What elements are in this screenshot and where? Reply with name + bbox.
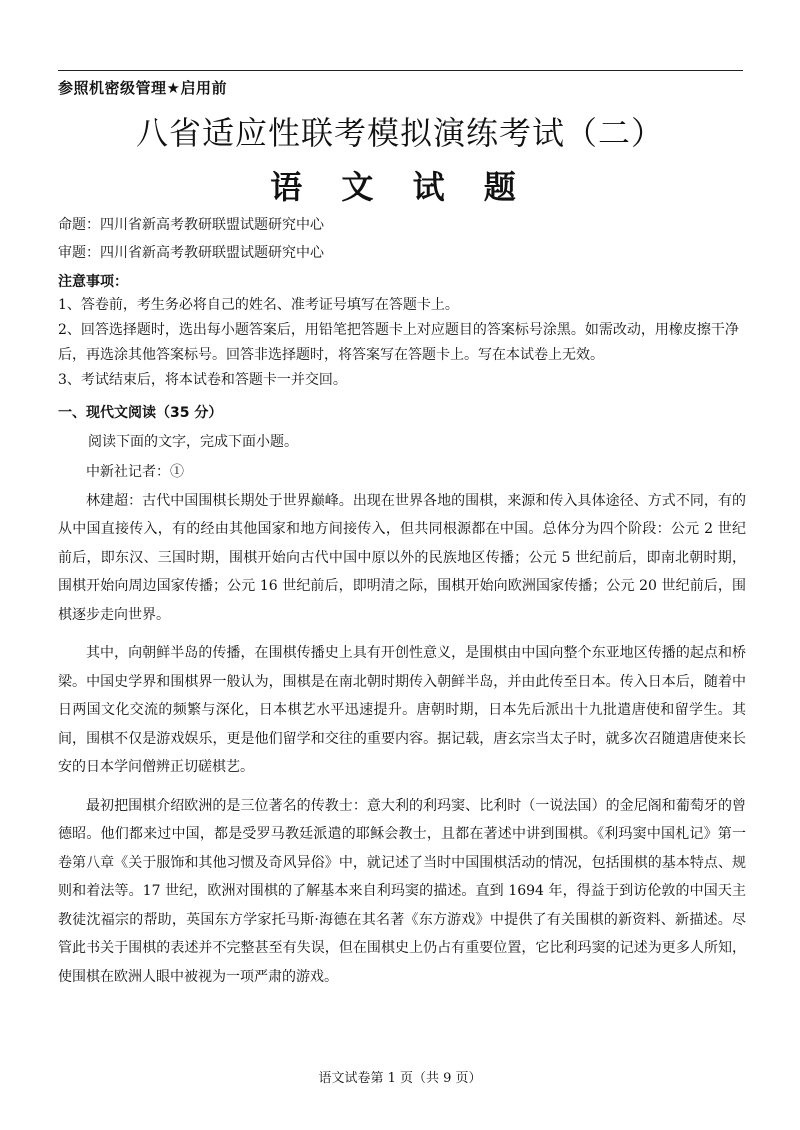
passage-paragraph: 最初把围棋介绍欧洲的是三位著名的传教士：意大利的利玛窦、比利时（一说法国）的金尼阁和葡萄牙的曾德昭。他们都来过中国，都是受罗马教廷派遣的耶稣会教士，且都在著述中讲到围棋。《利玛窦中国札记》第一卷第八章《关于服饰和其他习惯及奇风异俗》中，就记述了当时中国围棋活动的情况，包括围棋的基本特点、规则和着法等。17 世纪，欧洲对围棋的了解基本来自利玛窦的描述。直到 1694 年，得益于到访伦敦的中国天主教徒沈福宗的帮助，英国东方学家托马斯·海德在其名著《东方游戏》中提供了有关围棋的新资料、新描述。尽管此书关于围棋的表述并不完整甚至有失误，但在围棋史上仍占有重要位置，它比利玛窦的记述为更多人所知，使围棋在欧洲人眼中被视为一项严肃的游戏。 [58,797,746,985]
notes-list [58,293,748,393]
subject-title: 语 文 试 题 [270,168,530,206]
page-footer: 语文试卷第 1 页（共 9 页） [318,1071,482,1086]
reading-passage [58,458,746,991]
exam-title: 八省适应性联考模拟演练考试（二） [135,114,664,152]
reading-instruction: 阅读下面的文字，完成下面小题。 [88,434,298,450]
notes-heading: 注意事项： [58,274,128,290]
passage-paragraph: 林建超：古代中国围棋长期处于世界巅峰。出现在世界各地的围棋，来源和传入具体途径、方式不同，有的从中国直接传入，有的经由其他国家和地方间接传入，但共同根源都在中国。总体分为四个阶段：公元 2 世纪前后，即东汉、三国时期，围棋开始向古代中国中原以外的民族地区传播；公元 5 世纪前后，即南北朝时期，围棋开始向周边国家传播；公元 16 世纪前后，即明清之际，围棋开始向欧洲国家传播；公元 20 世纪前后，围棋逐步走向世界。 [58,492,746,623]
note-item: 2、回答选择题时，选出每小题答案后，用铅笔把答题卡上对应题目的答案标号涂黑。如需改动，用橡皮擦干净后，再选涂其他答案标号。回答非选择题时，将答案写在答题卡上。写在本试卷上无效。 [58,322,739,363]
note-item: 1、答卷前，考生务必将自己的姓名、准考证号填写在答题卡上。 [58,297,459,313]
note-item: 3、考试结束后，将本试卷和答题卡一并交回。 [58,372,347,388]
top-rule [58,70,743,71]
confidentiality-label: 参照机密级管理★启用前 [58,79,227,97]
passage-paragraph: 其中，向朝鲜半岛的传播，在围棋传播史上具有开创性意义，是围棋由中国向整个东亚地区传播的起点和桥梁。中国史学界和围棋界一般认为，围棋是在南北朝时期传入朝鲜半岛，并由此传至日本。传入日本后，随着中日两国文化交流的频繁与深化，日本棋艺水平迅速提升。唐朝时期，日本先后派出十九批遣唐使和留学生。其间，围棋不仅是游戏娱乐，更是他们留学和交往的重要内容。据记载，唐玄宗当太子时，就多次召随遣唐使来长安的日本学问僧辨正切磋棋艺。 [58,645,746,775]
passage-paragraph: 中新社记者：① [86,464,184,480]
section-heading: 一、现代文阅读（35 分） [58,405,223,421]
reviewer-line: 审题：四川省新高考教研联盟试题研究中心 [58,245,324,261]
author-line: 命题：四川省新高考教研联盟试题研究中心 [58,217,324,233]
